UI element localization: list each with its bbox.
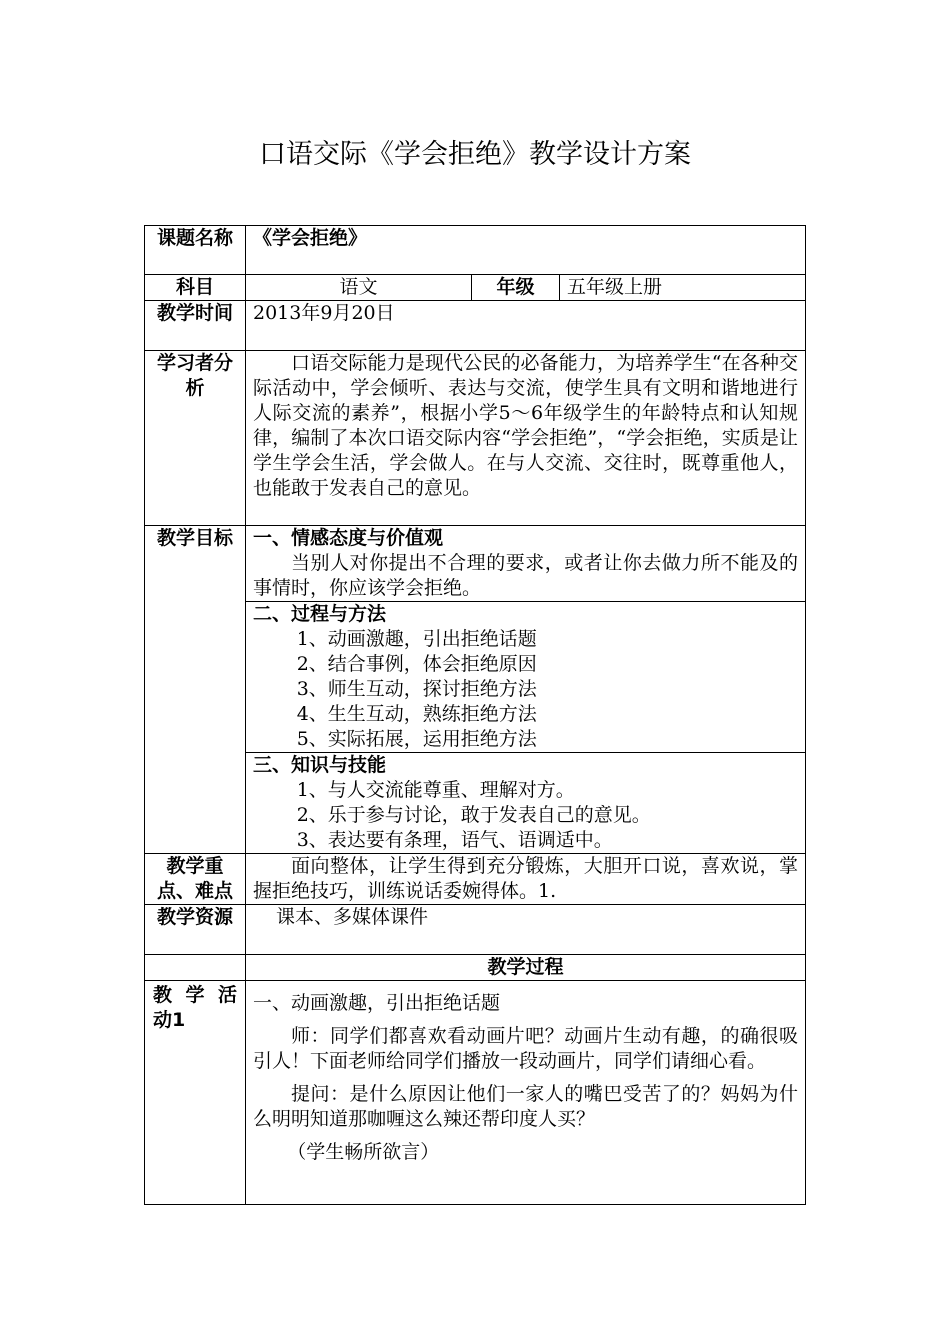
time-value: 2013年9月20日	[246, 301, 806, 351]
list-item: 1、与人交流能尊重、理解对方。	[296, 779, 575, 801]
key-points-text: 面向整体，让学生得到充分锻炼，大胆开口说，喜欢说，掌握拒绝技巧，训练说话委婉得体。1.	[246, 854, 806, 905]
list-item: 3、表达要有条理，语气、语调适中。	[296, 829, 613, 851]
row-process-header	[145, 955, 806, 981]
goals-section-2	[246, 602, 806, 753]
activity1-note: （学生畅所欲言）	[287, 1141, 440, 1163]
topic-value: 《学会拒绝》	[246, 226, 806, 275]
resources-label: 教学资源	[145, 905, 246, 955]
subject-value: 语文	[246, 275, 472, 301]
activity1-question: 提问：是什么原因让他们一家人的嘴巴受苦了的？妈妈为什么明明知道那咖喱这么辣还帮印度人买？	[253, 1083, 799, 1130]
goals-s1-text: 当别人对你提出不合理的要求，或者让你去做力所不能及的事情时，你应该学会拒绝。	[253, 552, 799, 599]
learner-text: 口语交际能力是现代公民的必备能力，为培养学生“在各种交际活动中，学会倾听、表达与交流，使学生具有文明和谐地进行人际交流的素养”，根据小学5～6年级学生的年龄特点和认知规律，编制了本次口语交际内容“学会拒绝”，“学会拒绝，实质是让学生学会生活，学会做人。在与人交流、交往时，既尊重他人，也能敢于发表自己的意见。	[246, 351, 806, 526]
goals-s1-heading: 一、情感态度与价值观	[253, 527, 444, 549]
row-goals-1	[145, 526, 806, 602]
document-title: 口语交际《学会拒绝》教学设计方案	[259, 139, 691, 170]
grade-label: 年级	[472, 275, 560, 301]
key-points-label: 教学重点、难点	[145, 854, 246, 905]
row-learner-analysis	[145, 351, 806, 526]
activity1-paragraph: 师：同学们都喜欢看动画片吧？动画片生动有趣，的确很吸引人！下面老师给同学们播放一段动画片，同学们请细心看。	[253, 1025, 799, 1072]
activity1-content	[246, 981, 806, 1205]
goals-label: 教学目标	[145, 526, 246, 854]
process-header: 教学过程	[246, 955, 806, 981]
topic-label: 课题名称	[145, 226, 246, 275]
resources-text: 课本、多媒体课件	[246, 905, 806, 955]
list-item: 5、实际拓展，运用拒绝方法	[296, 728, 537, 750]
learner-label: 学习者分析	[145, 351, 246, 526]
row-activity-1	[145, 981, 806, 1205]
goals-s3-heading: 三、知识与技能	[253, 754, 387, 776]
activity1-heading: 一、动画激趣，引出拒绝话题	[253, 992, 501, 1014]
lesson-plan-table	[144, 225, 806, 1205]
goals-section-1	[246, 526, 806, 602]
list-item: 4、生生互动，熟练拒绝方法	[296, 703, 537, 725]
grade-value: 五年级上册	[560, 275, 806, 301]
row-resources	[145, 905, 806, 955]
list-item: 1、动画激趣，引出拒绝话题	[296, 628, 537, 650]
row-key-points	[145, 854, 806, 905]
activity1-label: 教 学 活 动1	[145, 981, 246, 1205]
row-topic	[145, 226, 806, 275]
goals-s2-heading: 二、过程与方法	[253, 603, 387, 625]
subject-label: 科目	[145, 275, 246, 301]
row-time	[145, 301, 806, 351]
list-item: 2、乐于参与讨论，敢于发表自己的意见。	[296, 804, 651, 826]
row-subject	[145, 275, 806, 301]
time-label: 教学时间	[145, 301, 246, 351]
list-item: 2、结合事例，体会拒绝原因	[296, 653, 537, 675]
list-item: 3、师生互动，探讨拒绝方法	[296, 678, 537, 700]
process-header-blank	[145, 955, 246, 981]
goals-section-3	[246, 753, 806, 854]
